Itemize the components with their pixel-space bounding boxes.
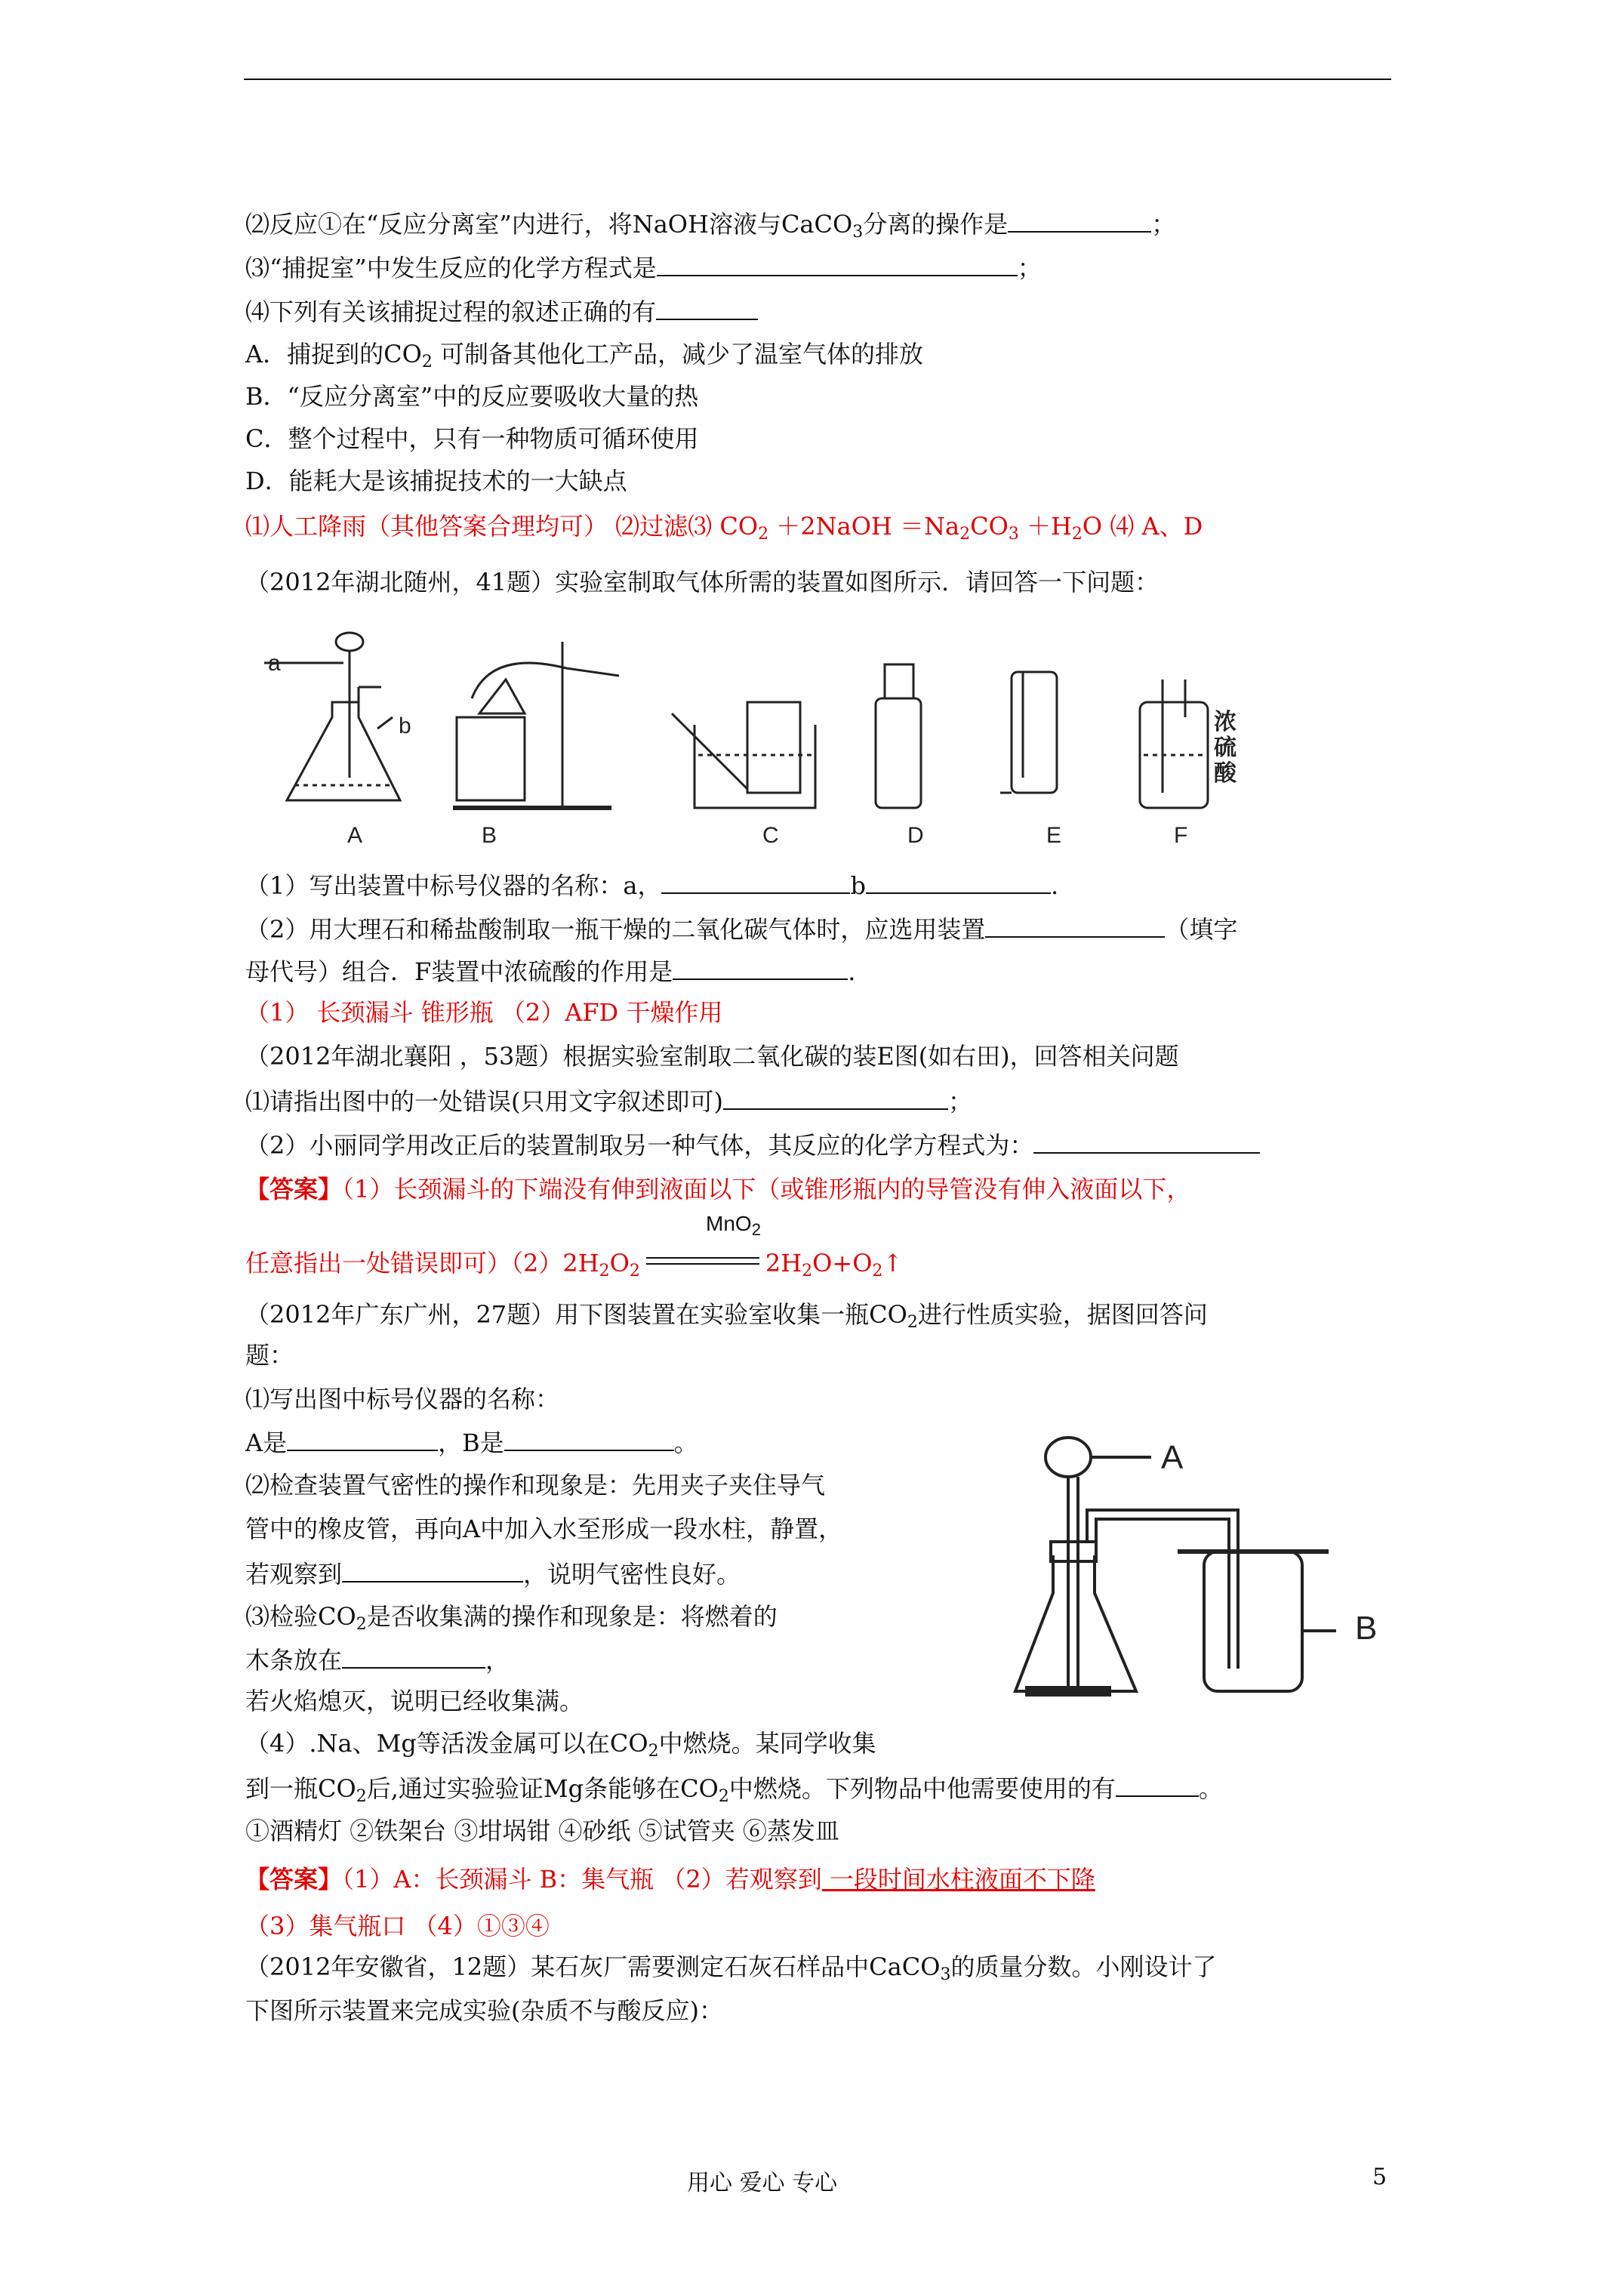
q4-stem-line2: 题：	[245, 1341, 294, 1370]
answer-blank[interactable]	[1008, 205, 1151, 233]
q3-answer-line1: 【答案】（1）长颈漏斗的下端没有伸到液面以下（或锥形瓶内的导管没有伸入液面以下，	[245, 1175, 1191, 1203]
apparatus-e	[1000, 672, 1057, 793]
fig-label: B	[482, 823, 497, 848]
answer-blank[interactable]	[723, 1083, 948, 1110]
q3-sub1: ⑴请指出图中的一处错误(只用文字叙述即可) ；	[245, 1083, 972, 1119]
answer-blank[interactable]	[342, 1641, 485, 1669]
q4-stem-line1: （2012年广东广州，27题）用下图装置在实验室收集一瓶$CO_2$进行性质实验，据图回答问	[245, 1300, 1208, 1332]
fig-label-a: A	[1161, 1439, 1184, 1476]
gas-collection-figure	[1012, 1419, 1404, 1721]
q4-sub4b: 到一瓶$CO_2$后,通过实验验证Mg条能够在$CO_2$中燃烧。下列物品中他需要使用的有 。	[245, 1770, 1223, 1806]
q1-sub2: ⑵反应①在“反应分离室”内进行，将NaOH溶液与CaCO$_3$分离的操作是 ；	[245, 205, 1175, 242]
label-a: a	[268, 651, 281, 676]
q1-sub4: ⑷下列有关该捕捉过程的叙述正确的有	[245, 293, 758, 329]
q1-option-b: B．“反应分离室”中的反应要吸收大量的热	[245, 382, 699, 411]
apparatus-f	[1140, 680, 1208, 808]
fig-label: E	[1046, 823, 1062, 848]
q4-sub1: ⑴写出图中标号仪器的名称：	[245, 1385, 560, 1413]
answer-blank[interactable]	[657, 249, 1018, 276]
fig-label: D	[907, 823, 924, 848]
q5-stem-line2: 下图所示装置来完成实验(杂质不与酸反应)：	[245, 1996, 723, 2025]
q3-answer-line2: 任意指出一处错误即可）$(2)2H_2O_2$ $2H_2O+O_2↑$	[245, 1249, 904, 1281]
answer-blank[interactable]	[661, 867, 850, 894]
q4-sub1b: A是 ，B是 。	[245, 1424, 698, 1460]
q4-answer-line1: 【答案】（1）A：长颈漏斗 B：集气瓶 （2）若观察到 一段时间水柱液面不下降	[245, 1865, 1095, 1894]
q4-sub2a: ⑵检查装置气密性的操作和现象是：先用夹子夹住导气	[245, 1471, 826, 1499]
q1-option-d: D．能耗大是该捕捉技术的一大缺点	[245, 467, 627, 495]
footer-text: 用心 爱心 专心	[687, 2170, 838, 2196]
apparatus-d	[876, 664, 921, 808]
q1-sub3: ⑶“捕捉室”中发生反应的化学方程式是 ；	[245, 249, 1042, 285]
answer-blank[interactable]	[342, 1555, 523, 1583]
fig-label: F	[1174, 823, 1188, 848]
q2-sub2a: （2）用大理石和稀盐酸制取一瓶干燥的二氧化碳气体时，应选用装置 （填字	[245, 911, 1237, 947]
answer-blank[interactable]	[1033, 1126, 1260, 1154]
q4-sub3a: ⑶检验$CO_2$是否收集满的操作和现象是：将燃着的	[245, 1602, 778, 1634]
page-number: 5	[1372, 2164, 1387, 2190]
q3-sub2: （2）小丽同学用改正后的装置制取另一种气体，其反应的化学方程式为：	[245, 1126, 1260, 1163]
reaction-arrow	[646, 1257, 759, 1265]
apparatus-b	[453, 642, 619, 808]
apparatus-a	[264, 633, 400, 800]
fig-label-b: B	[1355, 1610, 1378, 1647]
catalyst-mno2: MnO$_2$	[706, 1212, 761, 1239]
answer-blank[interactable]	[287, 1424, 438, 1451]
apparatus-c	[672, 702, 815, 808]
q3-stem: （2012年湖北襄阳 ，53题）根据实验室制取二氧化碳的装E图(如右田)，回答相关问题	[245, 1042, 1179, 1071]
q1-answer: ⑴人工降雨（其他答案合理均可） ⑵过滤⑶ $CO_2$ ＋2NaOH $=Na_2CO_3 +H_2O$ ⑷ A、D	[245, 512, 1203, 544]
label-b: b	[399, 713, 411, 738]
fig-label: C	[762, 823, 779, 848]
header-rule	[244, 79, 1391, 80]
answer-blank[interactable]	[673, 953, 848, 980]
q5-stem-line1: （2012年安徽省，12题）某石灰厂需要测定石灰石样品中CaCO$_3$的质量分数。小刚设计了	[245, 1952, 1217, 1984]
answer-blank[interactable]	[504, 1424, 674, 1451]
q4-sub2b: 管中的橡皮管，再向A中加入水至形成一段水柱，静置，	[245, 1515, 843, 1543]
q2-stem: （2012年湖北随州，41题）实验室制取气体所需的装置如图所示．请回答一下问题：	[245, 568, 1160, 596]
q4-sub3b: 木条放在 ，	[245, 1641, 510, 1678]
q2-sub2b: 母代号）组合．F装置中浓硫酸的作用是 .	[245, 953, 855, 989]
q4-sub2c: 若观察到 ，说明气密性良好。	[245, 1555, 741, 1592]
answer-blank[interactable]	[985, 911, 1165, 938]
q1-option-c: C．整个过程中，只有一种物质可循环使用	[245, 424, 699, 453]
q2-answer: （1） 长颈漏斗 锥形瓶 （2）AFD 干燥作用	[245, 998, 723, 1027]
q4-items: ①酒精灯 ②铁架台 ③坩埚钳 ④砂纸 ⑤试管夹 ⑥蒸发皿	[245, 1817, 839, 1845]
label-conc-acid: 浓 硫 酸	[1214, 709, 1236, 787]
apparatus-figure-a-f	[264, 627, 1261, 853]
q4-sub4a: （4）.Na、Mg等活泼金属可以在$CO_2$中燃烧。某同学收集	[245, 1729, 876, 1761]
answer-blank[interactable]	[656, 293, 758, 320]
fig-label: A	[347, 823, 363, 848]
q4-sub3c: 若火焰熄灭，说明已经收集满。	[245, 1687, 584, 1715]
q2-sub1: （1）写出装置中标号仪器的名称：a， b .	[245, 867, 1058, 903]
q1-option-a: A．捕捉到的$CO_2$ 可制备其他化工产品，减少了温室气体的排放	[245, 340, 924, 371]
answer-blank[interactable]	[1116, 1770, 1199, 1797]
q4-answer-line2: （3）集气瓶口 （4）①③④	[245, 1912, 550, 1940]
answer-blank[interactable]	[866, 867, 1051, 894]
